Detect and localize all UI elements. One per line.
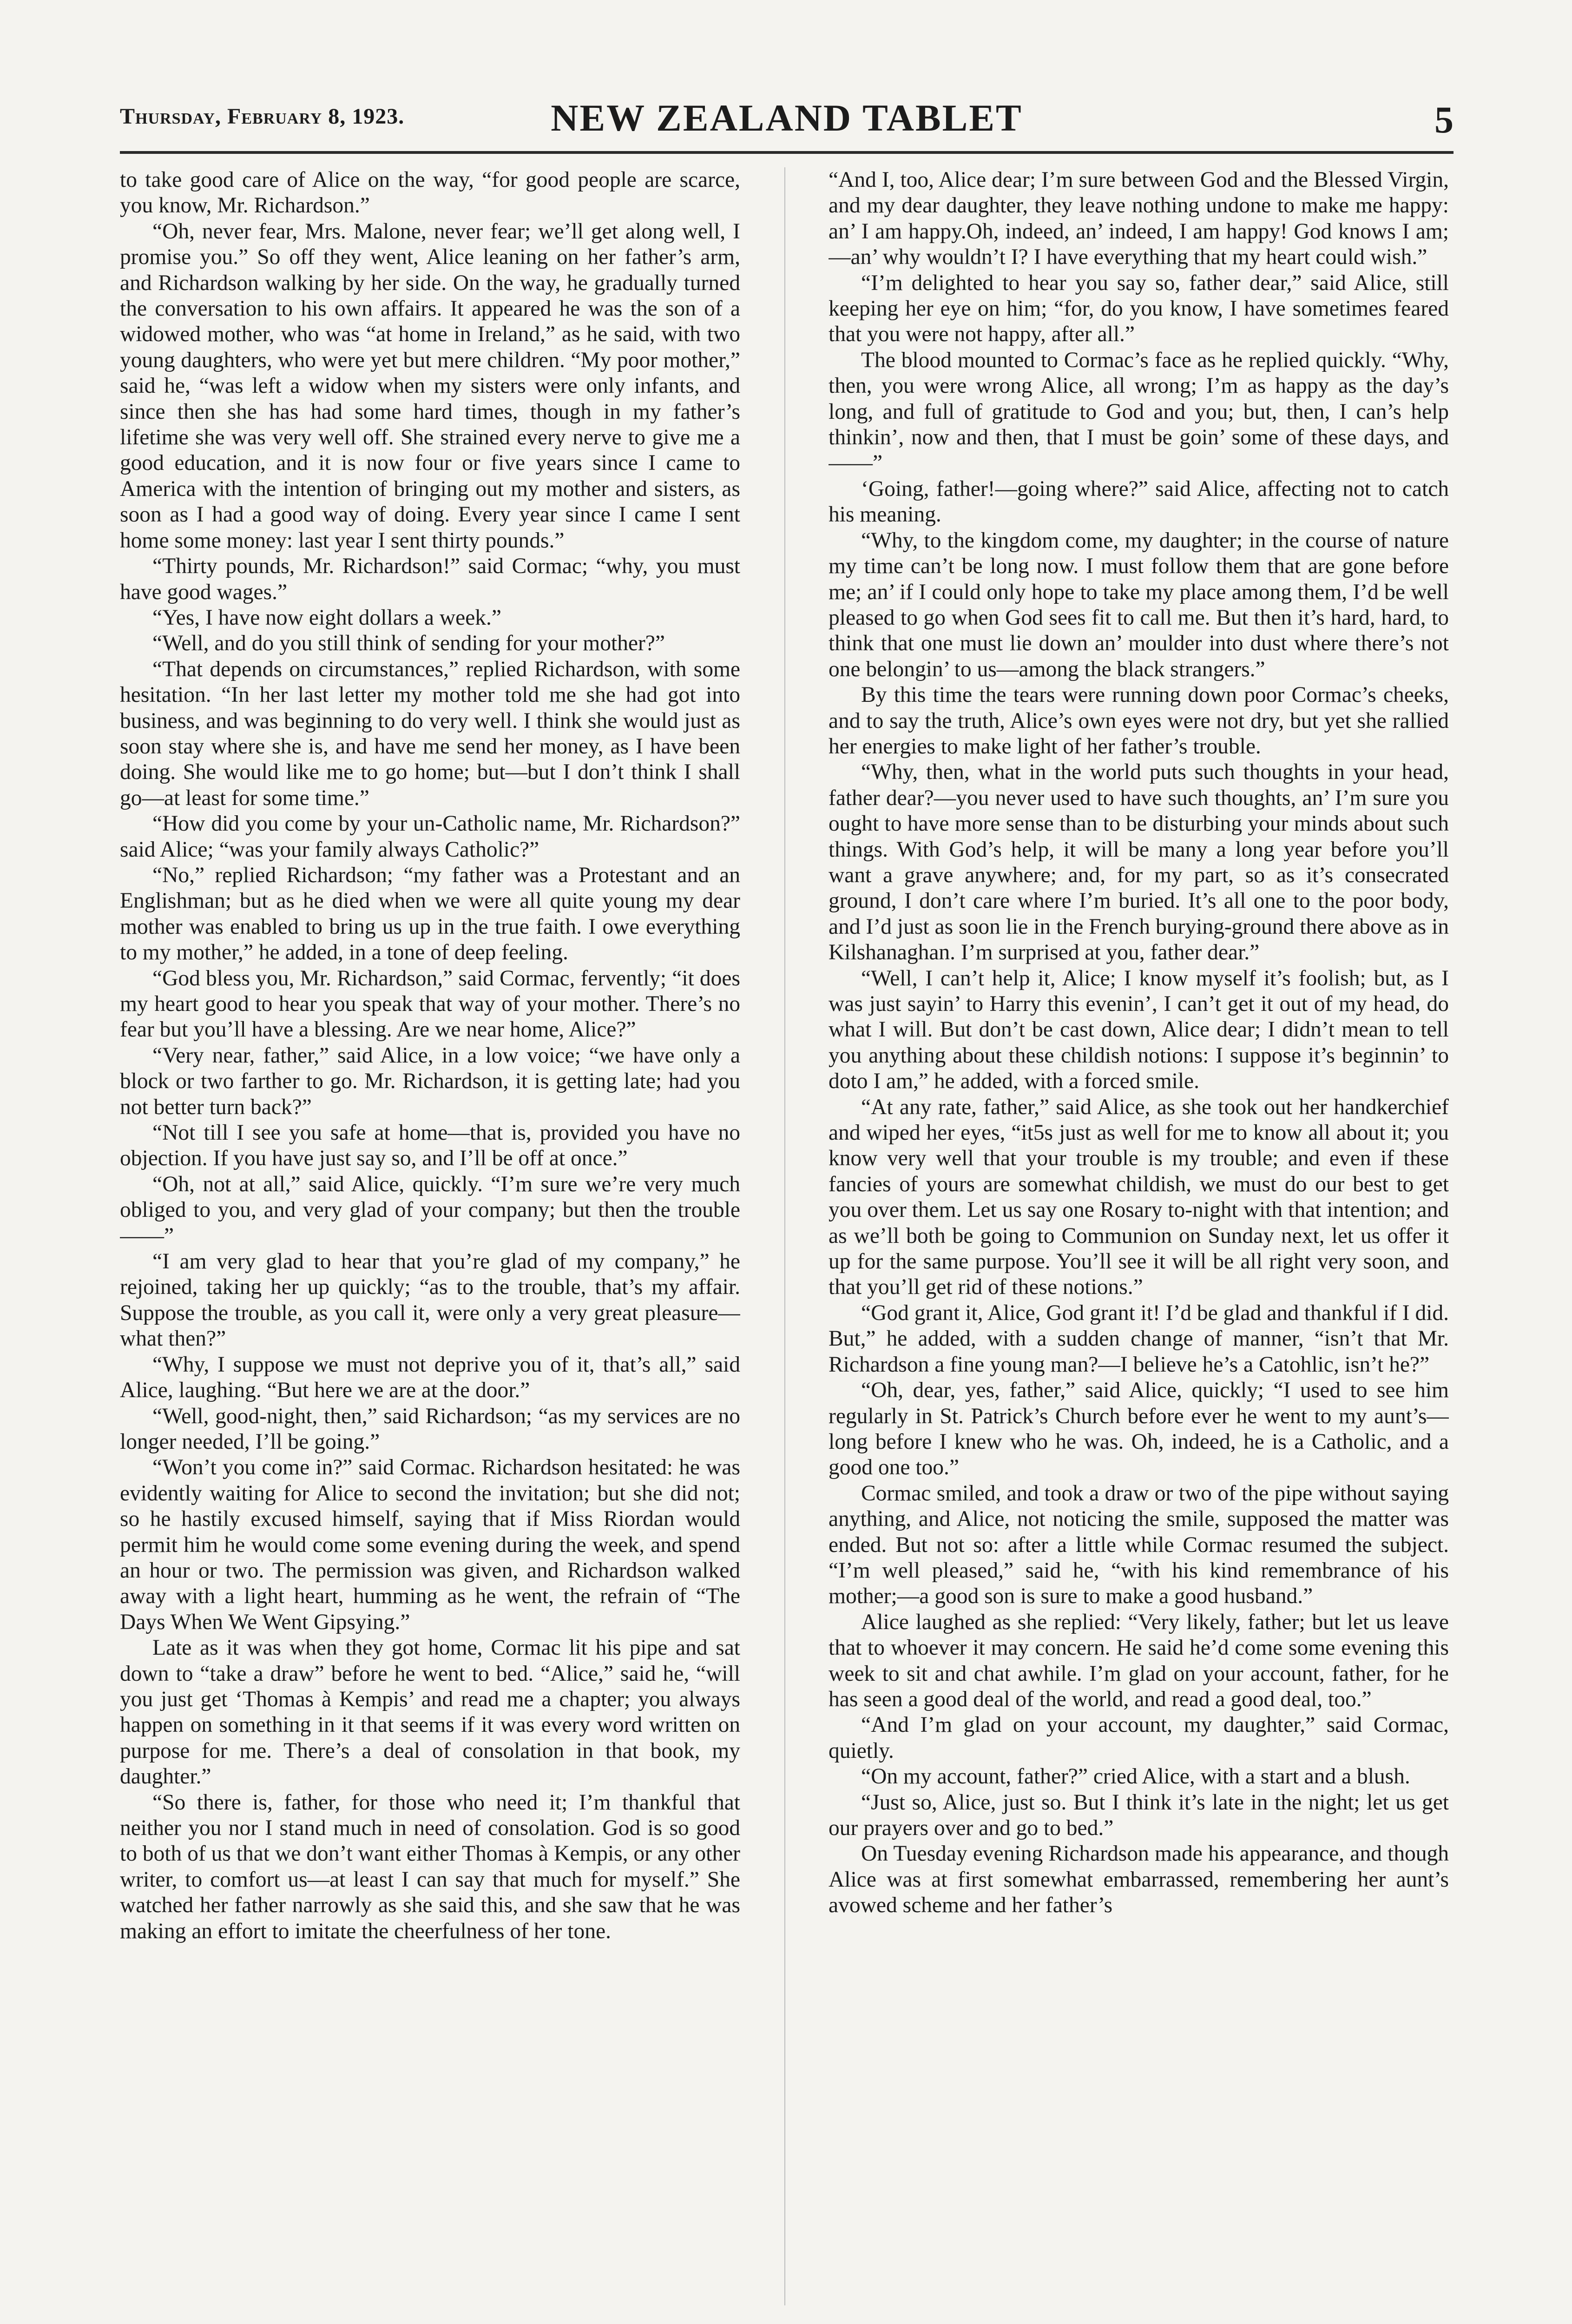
paragraph: “Not till I see you safe at home—that is, provided you have no objection. If you have just say so, and I’ll be off at once.”	[120, 1121, 740, 1171]
paragraph: “God bless you, Mr. Richardson,” said Cormac, fervently; “it does my heart good to hear you speak that way of your mother. There’s no fear but you’ll have a blessing. Are we near home, Alice?”	[120, 966, 740, 1042]
paragraph: “Just so, Alice, just so. But I think it’s late in the night; let us get our prayers over and go to bed.”	[829, 1790, 1449, 1840]
paragraph: Alice laughed as she replied: “Very likely, father; but let us leave that to whoever it may concern. He said he’d come some evening this week to sit and chat awhile. I’m glad on your account, father, for he has seen a good deal of the world, and read a good deal, too.”	[829, 1610, 1449, 1711]
paragraph: “Very near, father,” said Alice, in a low voice; “we have only a block or two farther to go. Mr. Richardson, it is getting late; had you not better turn back?”	[120, 1043, 740, 1119]
paragraph: “At any rate, father,” said Alice, as she took out her handkerchief and wiped her eyes, “it5s just as well for me to know all about it; you know very well that your trouble is my trouble; and even if these fancies of yours are somewhat childish, we must do our best to get you over them. Let us say one Rosary to-night with that intention; and as we’ll both be going to Communion on Sunday next, let us offer it up for the same purpose. You’ll see it will be all right very soon, and that you’ll get rid of these notions.”	[829, 1095, 1449, 1300]
right-column	[829, 167, 1449, 2305]
paragraph: ‘Going, father!—going where?” said Alice, affecting not to catch his meaning.	[829, 476, 1449, 527]
article-body	[120, 167, 1454, 2305]
paragraph: “Oh, not at all,” said Alice, quickly. “I’m sure we’re very much obliged to you, and very glad of your company; but then the trouble——”	[120, 1172, 740, 1248]
paragraph: “I’m delighted to hear you say so, father dear,” said Alice, still keeping her eye on him; “for, do you know, I have sometimes feared that you were not happy, after all.”	[829, 271, 1449, 347]
paragraph: By this time the tears were running down poor Cormac’s cheeks, and to say the truth, Alice’s own eyes were not dry, but yet she rallied her energies to make light of her father’s trouble.	[829, 683, 1449, 759]
paragraph: The blood mounted to Cormac’s face as he replied quickly. “Why, then, you were wrong Alice, all wrong; I’m as happy as the day’s long, and full of gratitude to God and you; but, then, I can’s help thinkin’, now and then, that I must be goin’ some of these days, and——”	[829, 348, 1449, 475]
paragraph: “Won’t you come in?” said Cormac. Richardson hesitated: he was evidently waiting for Alice to second the invitation; but she did not; so he hastily excused himself, saying that if Miss Riordan would permit him he would come some evening during the week, and spend an hour or two. The permission was given, and Richardson walked away with a light heart, humming as he went, the refrain of “The Days When We Went Gipsying.”	[120, 1455, 740, 1634]
page-number: 5	[1434, 99, 1454, 141]
paragraph: “Why, then, what in the world puts such thoughts in your head, father dear?—you never used to have such thoughts, an’ I’m sure you ought to have more sense than to be disturbing your minds about such things. With God’s help, it will be many a long year before you’ll want a grave anywhere; and, for my part, so as it’s consecrated ground, I don’t care where I’m buried. It’s all one to the poor body, and I’d just as soon lie in the French burying-ground there above as in Kilshanaghan. I’m surprised at you, father dear.”	[829, 760, 1449, 965]
paragraph: “God grant it, Alice, God grant it! I’d be glad and thankful if I did. But,” he added, with a sudden change of manner, “isn’t that Mr. Richardson a fine young man?—I believe he’s a Catohlic, isn’t he?”	[829, 1301, 1449, 1377]
paragraph: to take good care of Alice on the way, “for good people are scarce, you know, Mr. Richardson.”	[120, 168, 740, 218]
paragraph: “And I’m glad on your account, my daughter,” said Cormac, quietly.	[829, 1713, 1449, 1763]
masthead-title: NEW ZEALAND TABLET	[551, 97, 1023, 139]
page-header	[120, 95, 1454, 154]
paragraph: “Thirty pounds, Mr. Richardson!” said Cormac; “why, you must have good wages.”	[120, 554, 740, 604]
paragraph: Late as it was when they got home, Cormac lit his pipe and sat down to “take a draw” before he went to bed. “Alice,” said he, “will you just get ‘Thomas à Kempis’ and read me a chapter; you always happen on something in it that seems if it was every word written on purpose for me. There’s a deal of consolation in that book, my daughter.”	[120, 1636, 740, 1789]
paragraph: “How did you come by your un-Catholic name, Mr. Richardson?” said Alice; “was your family always Catholic?”	[120, 812, 740, 862]
paragraph: “Oh, dear, yes, father,” said Alice, quickly; “I used to see him regularly in St. Patrick’s Church before ever he went to my aunt’s—long before I knew who he was. Oh, indeed, he is a Catholic, and a good one too.”	[829, 1378, 1449, 1480]
left-column	[120, 167, 740, 2305]
paragraph: “That depends on circumstances,” replied Richardson, with some hesitation. “In her last letter my mother told me she had got into business, and was beginning to do very well. I think she would just as soon stay where she is, and have me send her money, as I have been doing. She would like me to go home; but—but I don’t think I shall go—at least for some time.”	[120, 657, 740, 810]
paragraph: “Oh, never fear, Mrs. Malone, never fear; we’ll get along well, I promise you.” So off they went, Alice leaning on her father’s arm, and Richardson walking by her side. On the way, he gradually turned the conversation to his own affairs. It appeared he was the son of a widowed mother, who was “at home in Ireland,” as he said, with two young daughters, who were yet but mere children. “My poor mother,” said he, “was left a widow when my sisters were only infants, and since then she has had some hard times, though in my father’s lifetime she was very well off. She strained every nerve to give me a good education, and it is now four or five years since I came to America with the intention of bringing out my mother and sisters, as soon as I had a good way of doing. Every year since I came I sent home some money: last year I sent thirty pounds.”	[120, 219, 740, 553]
issue-date: Thursday, February 8, 1923.	[120, 104, 405, 129]
paragraph: “Yes, I have now eight dollars a week.”	[152, 605, 502, 630]
paragraph: “I am very glad to hear that you’re glad of my company,” he rejoined, taking her up quickly; “as to the trouble, that’s my affair. Suppose the trouble, as you call it, were only a very great pleasure—what then?”	[120, 1249, 740, 1351]
paragraph: “And I, too, Alice dear; I’m sure between God and the Blessed Virgin, and my dear daughter, they leave nothing undone to make me happy: an’ I am happy.Oh, indeed, an’ indeed, I am happy! God knows I am;—an’ why wouldn’t I? I have everything that my heart could wish.”	[829, 168, 1449, 270]
column-divider	[784, 167, 785, 2305]
paragraph: “On my account, father?” cried Alice, with a start and a blush.	[861, 1764, 1410, 1789]
paragraph: “Why, I suppose we must not deprive you of it, that’s all,” said Alice, laughing. “But here we are at the door.”	[120, 1352, 740, 1403]
paragraph: “So there is, father, for those who need it; I’m thankful that neither you nor I stand much in need of consolation. God is so good to both of us that we don’t want either Thomas à Kempis, or any other writer, to comfort us—at least I can say that much for myself.” She watched her father narrowly as she said this, and she saw that he was making an effort to imitate the cheerfulness of her tone.	[120, 1790, 740, 1943]
paragraph: “No,” replied Richardson; “my father was a Protestant and an Englishman; but as he died when we were all quite young my dear mother was enabled to bring us up in the true faith. I owe everything to my mother,” he added, in a tone of deep feeling.	[120, 863, 740, 965]
paragraph: Cormac smiled, and took a draw or two of the pipe without saying anything, and Alice, not noticing the smile, supposed the matter was ended. But not so: after a little while Cormac resumed the subject. “I’m well pleased,” said he, “with his kind remembrance of his mother;—a good son is sure to make a good husband.”	[829, 1481, 1449, 1609]
paragraph: “Why, to the kingdom come, my daughter; in the course of nature my time can’t be long now. I must follow them that are gone before me; an’ if I could only hope to take my place among them, I’d be well pleased to go when God sees fit to call me. But then it’s hard, hard, to think that one must lie down an’ moulder into dust where there’s not one belongin’ to us—among the black strangers.”	[829, 528, 1449, 681]
paragraph: On Tuesday evening Richardson made his appearance, and though Alice was at first somewhat embarrassed, remembering her aunt’s avowed scheme and her father’s	[829, 1842, 1449, 1918]
paragraph: “Well, I can’t help it, Alice; I know myself it’s foolish; but, as I was just sayin’ to Harry this evenin’, I can’t get it out of my head, do what I will. But don’t be cast down, Alice dear; I didn’t mean to tell you anything about these childish notions: I suppose it’s beginnin’ to doto I am,” he added, with a forced smile.	[829, 966, 1449, 1094]
paragraph: “Well, good-night, then,” said Richardson; “as my services are no longer needed, I’ll be going.”	[120, 1404, 740, 1454]
paragraph: “Well, and do you still think of sending for your mother?”	[152, 631, 665, 656]
